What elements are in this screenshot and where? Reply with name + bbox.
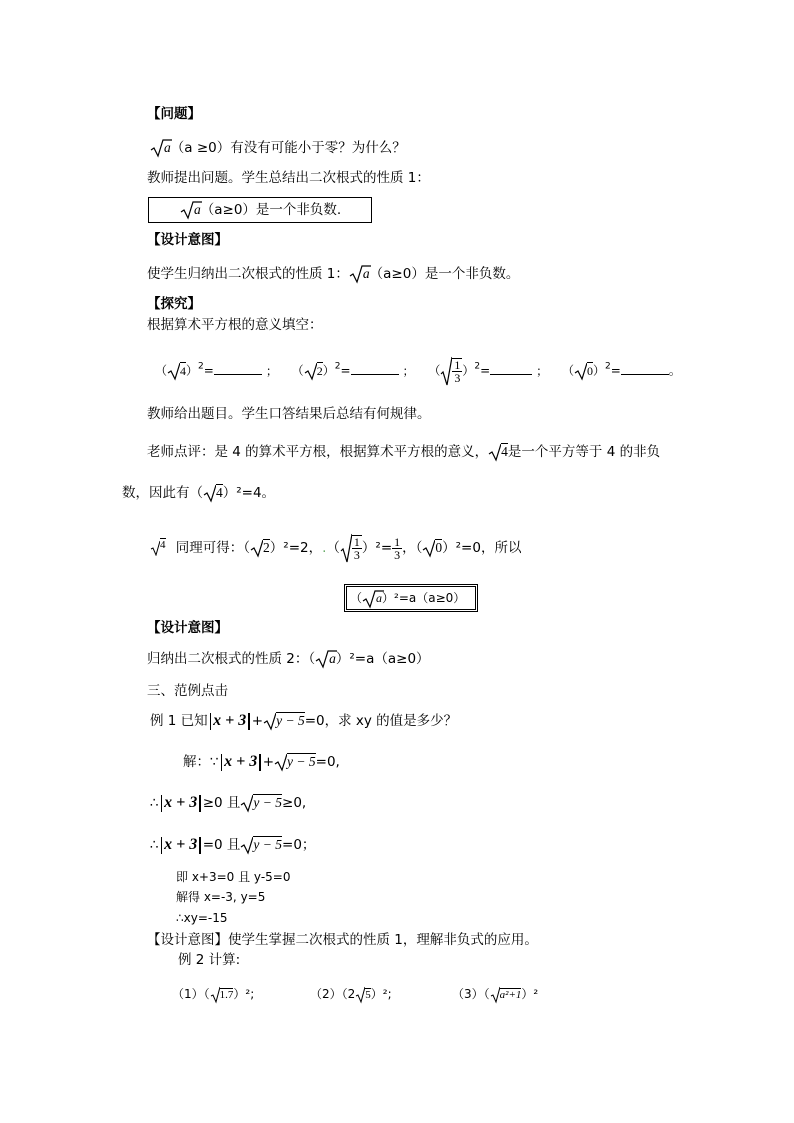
heading-sheji-2: 【设计意图】: [147, 620, 228, 636]
similarly-line: $^4$ 同理可得：（ 2）²=2，.（ $\frac{1}{3}$ ）²= $\frac{1}{3}$ ，（ 0）²=0，所以: [150, 533, 521, 563]
heading-sheji-1: 【设计意图】: [147, 232, 228, 248]
fill-blanks-line: （ 4）$^2$= ； （ 2）$^2$= ； （ $\frac{1}{3}$ ）$^2$= ； （ 0）$^2$= 。: [155, 358, 681, 385]
teacher-comment-line1: 老师点评：是 4 的算术平方根，根据算术平方根的意义， 4是一个平方等于 4 的非负: [147, 444, 661, 460]
therefore-line-1: ∴ x + 3 ≥0 且 y − 5≥0,: [150, 794, 307, 811]
calc-2: （2）（2 5）²;: [310, 984, 392, 1005]
sheji1-text: 使学生归纳出二次根式的性质 1： a（a≥0）是一个非负数。: [147, 266, 520, 282]
sqrt-symbol: [150, 540, 160, 556]
sqrt-symbol: [203, 483, 216, 503]
solution-line: 解：∵ x + 3 + y − 5=0,: [183, 753, 340, 770]
therefore-line-2: ∴ x + 3 =0 且 y − 5=0；: [150, 836, 316, 853]
answer-blank-1[interactable]: [214, 360, 262, 375]
sqrt-symbol: [490, 986, 500, 1004]
answer-blank-4[interactable]: [621, 360, 669, 375]
sqrt-symbol: [274, 752, 287, 772]
sqrt-fraction-symbol: [440, 356, 452, 386]
teacher-comment-line2: 数，因此有（ 4）²=4。: [122, 485, 276, 501]
sqrt-symbol: [240, 793, 253, 813]
example-2-line: 例 2 计算:: [178, 952, 241, 968]
calc-1: （1）（ 1.7）²;: [172, 984, 254, 1005]
heading-wenti: 【问题】: [147, 106, 201, 122]
jiede-line: 解得 x=-3, y=5: [176, 890, 266, 904]
sqrt-symbol: [250, 538, 263, 558]
sqrt-symbol: [263, 711, 276, 731]
property1-text: a（a≥0）是一个非负数.: [180, 200, 341, 220]
sheji-3-line: 【设计意图】使学生掌握二次根式的性质 1，理解非负式的应用。: [147, 932, 538, 948]
sqrt-symbol: [304, 361, 317, 381]
sqrt-fraction-symbol: [340, 533, 352, 563]
sqrt-symbol: [240, 835, 253, 855]
example-1-line: 例 1 已知 x + 3 + y − 5=0，求 xy 的值是多少？: [150, 712, 458, 729]
calc-3: （3）（ a²+1）²: [452, 984, 538, 1005]
question-line: a（a ≥0）有没有可能小于零？为什么？: [150, 138, 406, 158]
sheji2-text: 归纳出二次根式的性质 2：（ a）²=a（a≥0）: [147, 651, 430, 667]
sqrt-symbol: [574, 361, 587, 381]
answer-blank-2[interactable]: [351, 360, 399, 375]
sqrt-symbol: [422, 538, 435, 558]
answer-blank-3[interactable]: [490, 360, 532, 375]
sqrt-symbol: [355, 986, 365, 1004]
sqrt-symbol: [167, 361, 180, 381]
property2-text: （ a）²=a（a≥0）: [350, 588, 465, 609]
teacher-question-text: 教师提出问题。学生总结出二次根式的性质 1：: [147, 170, 430, 186]
sqrt-symbol: [488, 442, 501, 462]
sqrt-symbol: [210, 986, 220, 1004]
xy-result-line: ∴xy=-15: [176, 911, 228, 925]
ji-line: 即 x+3=0 且 y-5=0: [176, 870, 291, 884]
section-3-heading: 三、范例点击: [147, 683, 228, 699]
fraction-one-third: $\frac{1}{3}$: [454, 358, 461, 385]
heading-tanjiu: 【探究】: [147, 296, 201, 312]
teacher-gives-text: 教师给出题目。学生口答结果后总结有何规律。: [147, 406, 431, 422]
tanjiu-intro: 根据算术平方根的意义填空：: [147, 317, 323, 333]
